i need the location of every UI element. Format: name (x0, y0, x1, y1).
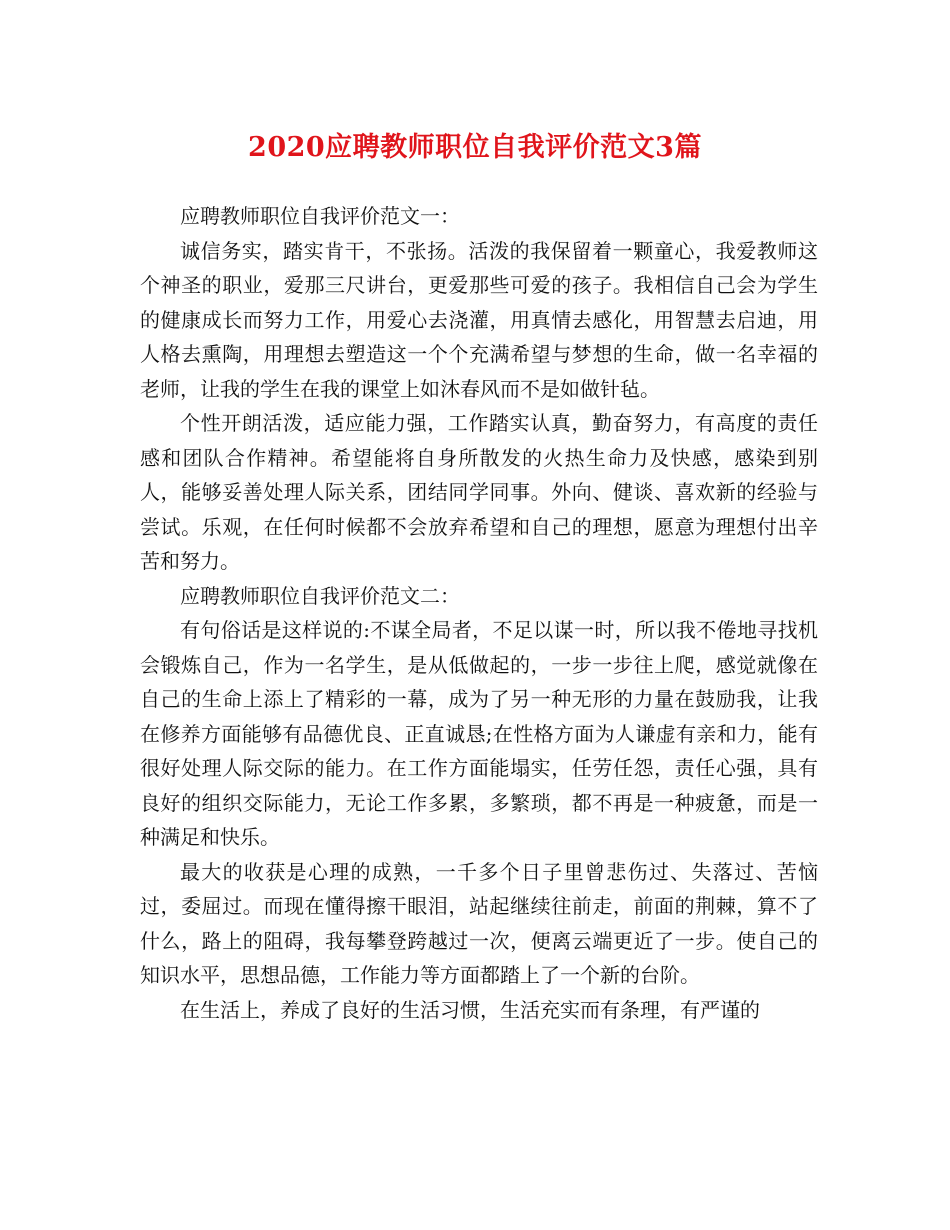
document-body (140, 199, 818, 1027)
paragraph: 有句俗话是这样说的:不谋全局者，不足以谋一时，所以我不倦地寻找机会锻炼自己，作为一名学生，是从低做起的，一步一步往上爬，感觉就像在自己的生命上添上了精彩的一幕，成为了另一种无形的力量在鼓励我，让我在修养方面能够有品德优良、正直诚恳;在性格方面为人谦虚有亲和力，能有很好处理人际交际的能力。在工作方面能塌实，任劳任怨，责任心强，具有良好的组织交际能力，无论工作多累，多繁琐，都不再是一种疲惫，而是一种满足和快乐。 (140, 618, 818, 849)
paragraph: 在生活上，养成了良好的生活习惯，生活充实而有条理，有严谨的 (180, 997, 760, 1022)
document-title: 2020应聘教师职位自我评价范文3篇 (248, 132, 702, 163)
paragraph: 诚信务实，踏实肯干，不张扬。活泼的我保留着一颗童心，我爱教师这个神圣的职业，爱那三尺讲台，更爱那些可爱的孩子。我相信自己会为学生的健康成长而努力工作，用爱心去浇灌，用真情去感化，用智慧去启迪，用人格去熏陶，用理想去塑造这一个个充满希望与梦想的生命，做一名幸福的老师，让我的学生在我的课堂上如沐春风而不是如做针毡。 (140, 238, 818, 401)
section-heading-2: 应聘教师职位自我评价范文二： (180, 583, 460, 608)
section-heading-1: 应聘教师职位自我评价范文一： (180, 204, 460, 228)
paragraph: 最大的收获是心理的成熟，一千多个日子里曾悲伤过、失落过、苦恼过，委屈过。而现在懂得擦干眼泪，站起继续往前走，前面的荆棘，算不了什么，路上的阻碍，我每攀登跨越过一次，便离云端更近了一步。使自己的知识水平，思想品德，工作能力等方面都踏上了一个新的台阶。 (140, 859, 818, 987)
paragraph: 个性开朗活泼，适应能力强，工作踏实认真，勤奋努力，有高度的责任感和团队合作精神。希望能将自身所散发的火热生命力及快感，感染到别人，能够妥善处理人际关系，团结同学同事。外向、健谈、喜欢新的经验与尝试。乐观，在任何时候都不会放弃希望和自己的理想，愿意为理想付出辛苦和努力。 (140, 411, 818, 573)
